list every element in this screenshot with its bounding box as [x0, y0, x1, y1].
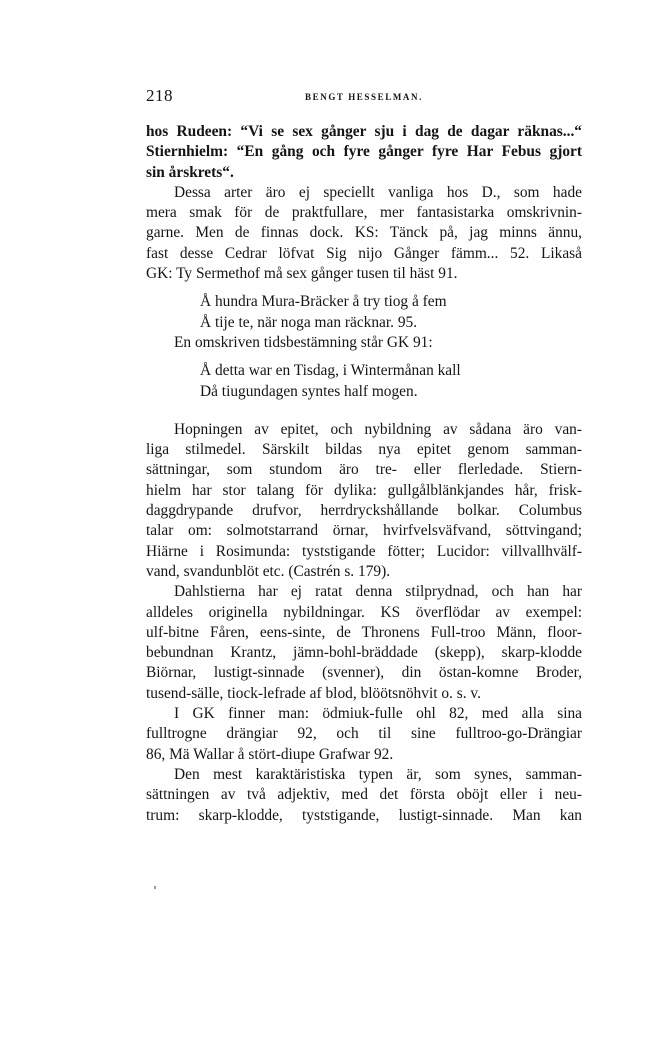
text-line: sättningen av två adjektiv, med det första oböjt eller i neu- — [146, 786, 582, 804]
page-number: 218 — [146, 86, 173, 105]
text-line: sättningar, som stundom äro tre- eller flerledade. Stiern- — [146, 461, 582, 479]
text-line: 86, Mä Wallar å stört-diupe Grafwar 92. — [146, 745, 394, 763]
text-line: mera smak för de praktfullare, mer fantasistarka omskrivnin- — [146, 204, 582, 222]
verse-line: Å tije te, när noga man räcknar. 95. — [200, 313, 418, 331]
text-line: ulf-bitne Fåren, eens-sinte, de Thronens Full-troo Männ, floor- — [146, 623, 582, 641]
text-line: fulltrogne drängiar 92, och til sine fulltroo-go-Drängiar — [146, 725, 582, 743]
text-line: Den mest karaktäristiska typen är, som synes, samman- — [174, 765, 582, 783]
text-line: Dessa arter äro ej speciellt vanliga hos D., som hade — [174, 183, 582, 201]
text-line: fast desse Cedrar löfvat Sig nijo Gånger fämm... 52. Likaså — [146, 244, 582, 262]
page-header — [146, 86, 582, 112]
text-line: GK: Ty Sermethof må sex gånger tusen til häst 91. — [146, 265, 458, 283]
text-line: alldeles originella nybildningar. KS överflödar av exempel: — [146, 603, 582, 621]
text-line: vand, svandunblöt etc. (Castrén s. 179). — [146, 562, 391, 580]
text-line: liga stilmedel. Särskilt bildas nya epitet genom samman- — [146, 441, 582, 459]
text-line: Hiärne i Rosimunda: tyststigande fötter; Lucidor: villvallhvälf- — [146, 542, 582, 560]
paper-speck — [154, 886, 156, 889]
text-line: hos Rudeen: “Vi se sex gånger sju i dag de dagar räknas...“ — [146, 123, 582, 140]
text-line: I GK finner man: ödmiuk-fulle ohl 82, med alla sina — [174, 705, 582, 723]
text-line: hielm har stor talang för dylika: gullgålblänkjandes hår, frisk- — [146, 481, 582, 499]
text-line: Dahlstierna har ej ratat denna stilprydnad, och han har — [174, 583, 582, 601]
text-line: garne. Men de finnas dock. KS: Tänck på, jag minns ännu, — [146, 224, 582, 242]
text-line: sin årskrets“. — [146, 163, 234, 181]
text-line: talar om: solmotstarrand örnar, hvirfvelsväfvand, söttvingand; — [146, 522, 582, 540]
body-text — [146, 122, 582, 826]
text-line: Hopningen av epitet, och nybildning av sådana äro van- — [174, 420, 582, 438]
text-line: bebundnan Krantz, jämn-bohl-bräddade (skepp), skarp-klodde — [146, 644, 582, 662]
text-line: Biörnar, lustigt-sinnade (svenner), din östan-komne Broder, — [146, 664, 582, 682]
text-line: trum: skarp-klodde, tyststigande, lustigt-sinnade. Man kan — [146, 806, 582, 824]
text-line: daggdrypande drufvor, herrdryckshållande bolkar. Columbus — [146, 502, 582, 520]
running-head: BENGT HESSELMAN. — [305, 92, 423, 102]
text-line: Stiernhielm: “En gång och fyre gånger fyre Har Febus gjort — [146, 143, 582, 161]
text-line: En omskriven tidsbestämning står GK 91: — [174, 333, 433, 351]
verse-line: Å detta war en Tisdag, i Wintermånan kall — [200, 362, 461, 380]
text-line: tusend-sälle, tiock-lefrade af blod, blöötsnöhvit o. s. v. — [146, 684, 481, 702]
verse-line: Å hundra Mura-Bräcker å try tiog å fem — [200, 293, 447, 311]
verse-line: Då tiugundagen syntes half mogen. — [200, 382, 418, 400]
